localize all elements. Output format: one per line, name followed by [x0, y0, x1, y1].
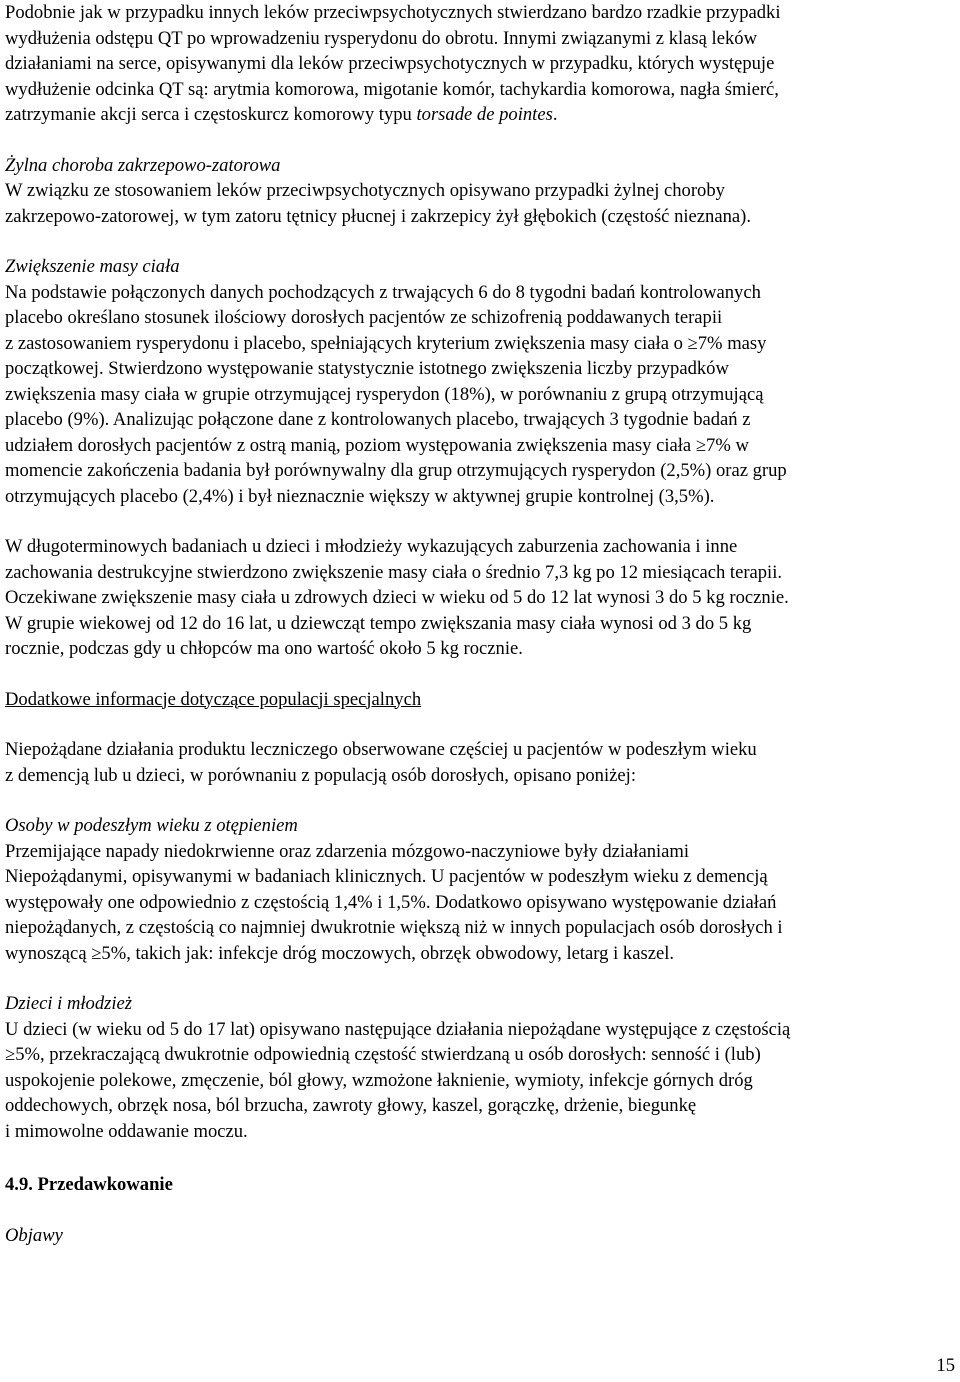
- weight-paragraph: Na podstawie połączonych danych pochodzących z trwających 6 do 8 tygodni badań kontrolowanych placebo określano stosunek ilościowy dorosłych pacjentów ze schizofrenią poddawanych terapii z zastosowaniem rysperydonu i placebo, spełniających kryterium zwiększenia masy ciała o ≥7% masy początkowej. Stwierdzono występowanie statystycznie istotnego zwiększenia liczby przypadków zwiększenia masy ciała w grupie otrzymującej rysperydon (18%), w porównaniu z grupą otrzymującą placebo (9%). Analizując połączone dane z kontrolowanych placebo, trwających 3 tygodnie badań z udziałem dorosłych pacjentów z ostrą manią, poziom występowania zwiększenia masy ciała ≥7% w momencie zakończenia badania był porównywalny dla grup otrzymujących rysperydon (2,5%) oraz grup otrzymujących placebo (2,4%) i był nieznacznie większy w aktywnej grupie kontrolnej (3,5%).: [5, 281, 787, 507]
- vte-paragraph: W związku ze stosowaniem leków przeciwpsychotycznych opisywano przypadki żylnej choroby zakrzepowo-zatorowej, w tym zatoru tętnicy płucnej i zakrzepicy żył głębokich (częstość nieznana).: [5, 180, 751, 227]
- special-populations-paragraph: Niepożądane działania produktu leczniczego obserwowane częściej u pacjentów w podeszłym wieku z demencją lub u dzieci, w porównaniu z populacją osób dorosłych, opisano poniżej:: [5, 739, 757, 786]
- intro-end: .: [552, 104, 558, 125]
- document-page: [5, 0, 955, 1248]
- children-paragraph: U dzieci (w wieku od 5 do 17 lat) opisywano następujące działania niepożądane występujące z częstością ≥5%, przekraczającą dwukrotnie odpowiednią częstość stwierdzaną u osób dorosłych: senność i (lub) uspokojenie polekowe, zmęczenie, ból głowy, wzmożone łaknienie, wymioty, infekcje górnych dróg oddechowych, obrzęk nosa, ból brzucha, zawroty głowy, kaszel, gorączkę, drżenie, biegunkę i mimowolne oddawanie moczu.: [5, 1018, 791, 1142]
- elderly-paragraph: Przemijające napady niedokrwienne oraz zdarzenia mózgowo-naczyniowe były działaniami Niepożądanymi, opisywanymi w badaniach klinicznych. U pacjentów w podeszłym wieku z demencją występowały one odpowiednio z częstością 1,4% i 1,5%. Dodatkowo opisywano występowanie działań niepożądanych, z częstością co najmniej dwukrotnie większą niż w innych populacjach osób dorosłych i wynoszącą ≥5%, takich jak: infekcje dróg moczowych, obrzęk obwodowy, letarg i kaszel.: [5, 840, 783, 964]
- symptoms-subheading: Objawy: [5, 1224, 63, 1246]
- special-populations-heading: Dodatkowe informacje dotyczące populacji specjalnych: [5, 688, 422, 710]
- intro-italic-term: torsade de pointes: [416, 104, 553, 125]
- elderly-heading: Osoby w podeszłym wieku z otępieniem: [5, 815, 298, 836]
- weight-paragraph-2: W długoterminowych badaniach u dzieci i młodzieży wykazujących zaburzenia zachowania i inne zachowania destrukcyjne stwierdzono zwiększenie masy ciała o średnio 7,3 kg po 12 miesiącach terapii. Oczekiwane zwiększenie masy ciała u zdrowych dzieci w wieku od 5 do 12 lat wynosi 3 do 5 kg rocznie. W grupie wiekowej od 12 do 16 lat, u dziewcząt tempo zwiększania masy ciała wynosi od 3 do 5 kg rocznie, podczas gdy u chłopców ma ono wartość około 5 kg rocznie.: [5, 536, 789, 659]
- vte-heading: Żylna choroba zakrzepowo-zatorowa: [5, 154, 281, 176]
- weight-heading: Zwiększenie masy ciała: [5, 256, 180, 277]
- page-number: 15: [936, 1355, 955, 1376]
- intro-text: Podobnie jak w przypadku innych leków przeciwpsychotycznych stwierdzano bardzo rzadkie przypadki wydłużenia odstępu QT po wprowadzeniu rysperydonu do obrotu. Innymi związanymi z klasą leków działaniami na serce, opisywanymi dla leków przeciwpsychotycznych w przypadku, których występuje wydłużenie odcinka QT są: arytmia komorowa, migotanie komór, tachykardia komorowa, nagła śmierć, zatrzymanie akcji serca i częstoskurcz komorowy typu: [5, 2, 781, 125]
- overdose-heading: 4.9. Przedawkowanie: [5, 1174, 173, 1195]
- intro-paragraph: [5, 0, 955, 128]
- children-heading: Dzieci i młodzież: [5, 993, 133, 1014]
